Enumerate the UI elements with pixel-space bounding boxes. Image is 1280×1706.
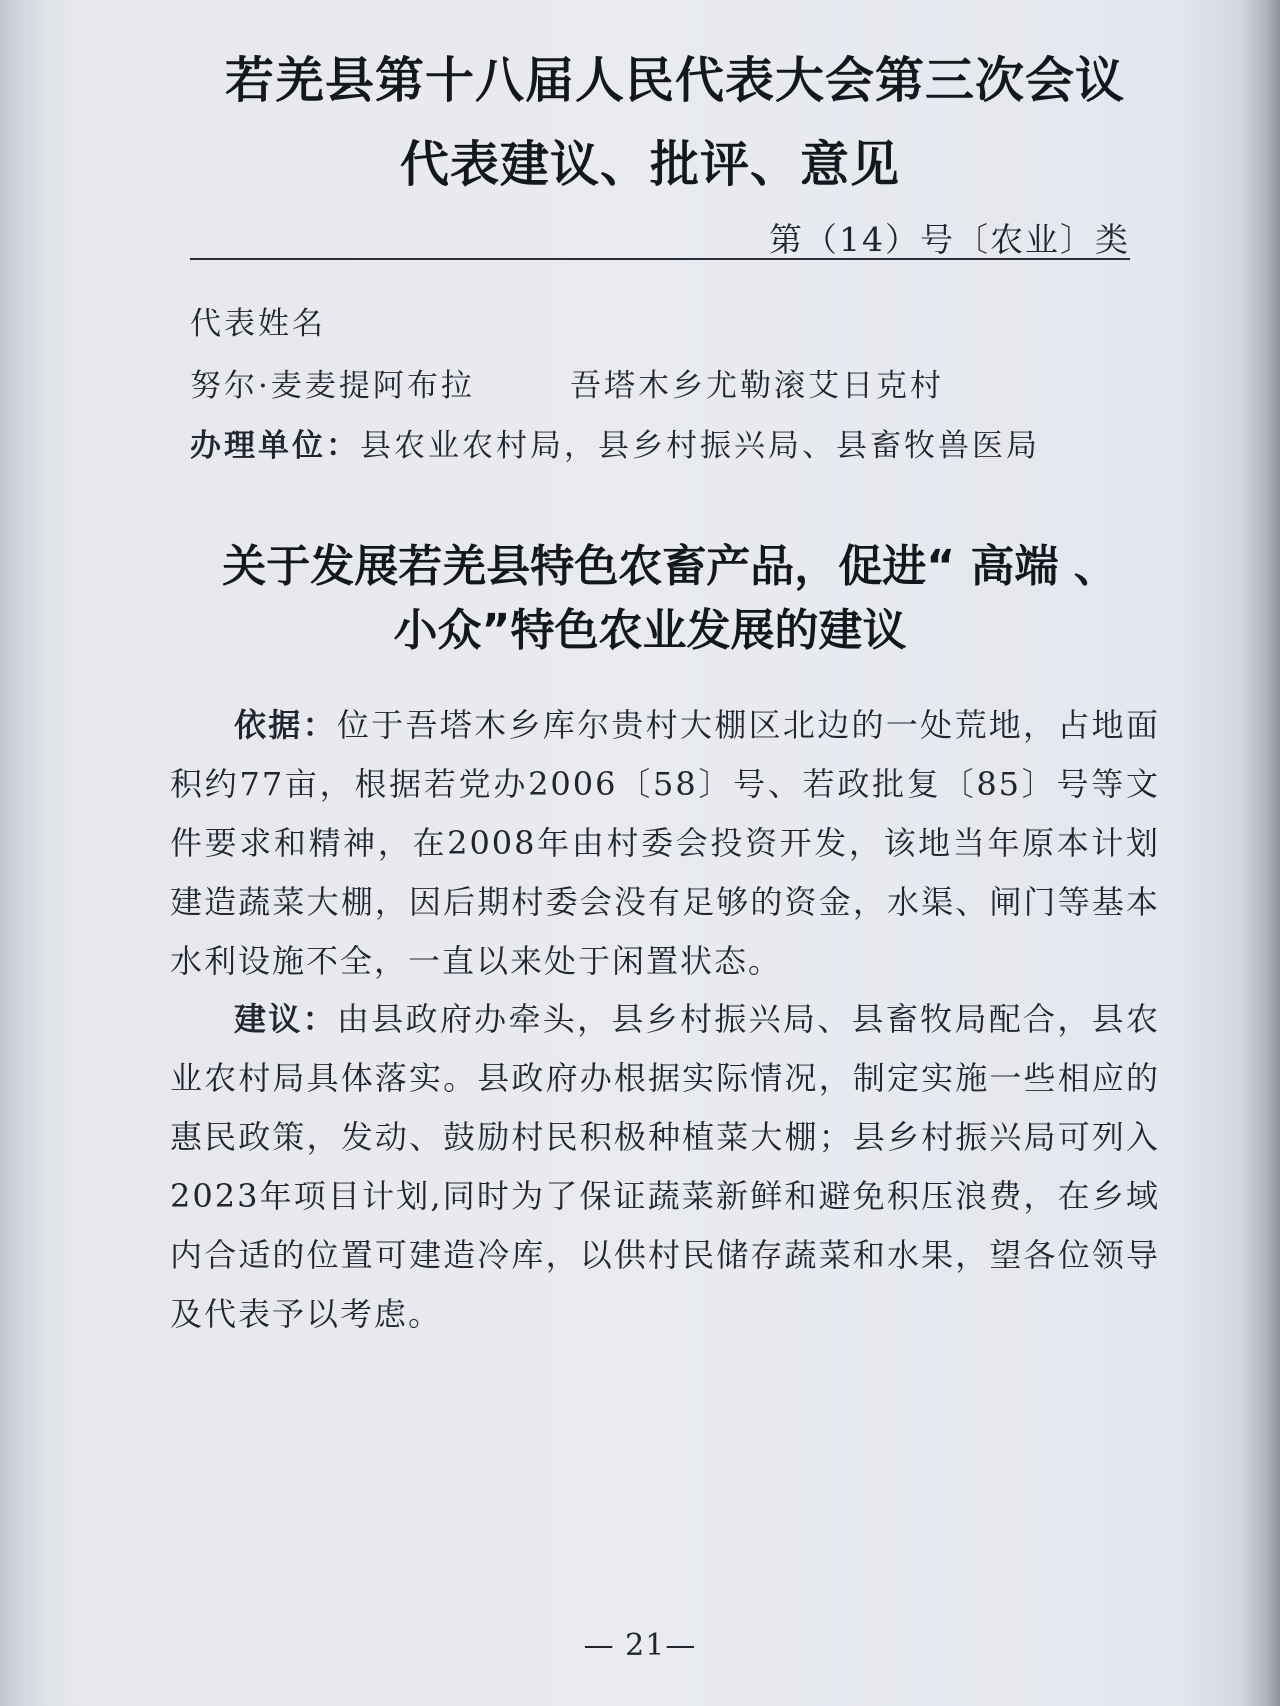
proposal-title-line2: 小众”特色农业发展的建议 [393,605,907,656]
representative-location: 吾塔木乡尤勒滚艾日克村 [570,368,944,404]
suggestion-text: 由县政府办牵头，县乡村振兴局、县畜牧局配合，县农业农村局具体落实。县政府办根据实际情况，制定实施一些相应的惠民政策，发动、鼓励村民积极种植菜大棚；县乡村振兴局可列入2023年项目计划,同时为了保证蔬菜新鲜和避免积压浪费，在乡域内合适的位置可建造冷库，以供村民储存蔬菜和水果，望各位领导及代表予以考虑。 [170,1000,1160,1333]
suggestion-label: 建议： [234,1000,337,1038]
basis-text: 位于吾塔木乡库尔贵村大棚区北边的一处荒地，占地面积约77亩，根据若党办2006〔58〕号、若政批复〔85〕号等文件要求和精神，在2008年由村委会投资开发，该地当年原本计划建造蔬菜大棚，因后期村委会没有足够的资金，水渠、闸门等基本水利设施不全，一直以来处于闲置状态。 [170,706,1160,980]
document-title: 若羌县第十八届人民代表大会第三次会议 [224,52,1125,109]
basis-paragraph [170,696,1160,991]
document-number: 第（14）号〔农业〕类 [769,220,1130,259]
handling-units [190,420,1040,465]
handling-units-text: 县农业农村局，县乡村振兴局、县畜牧兽医局 [360,428,1040,464]
page-number: — 21— [583,1628,697,1663]
basis-label: 依据： [234,706,337,744]
handling-label: 办理单位： [190,428,360,464]
representative-name: 努尔·麦麦提阿布拉 [190,368,475,404]
suggestion-paragraph [170,990,1160,1344]
document-subtitle: 代表建议、批评、意见 [399,136,900,193]
representative-label: 代表姓名 [190,306,326,342]
proposal-title-line1: 关于发展若羌县特色农畜产品，促进“ 高端 、 [222,541,1118,592]
header-divider [190,258,1130,260]
